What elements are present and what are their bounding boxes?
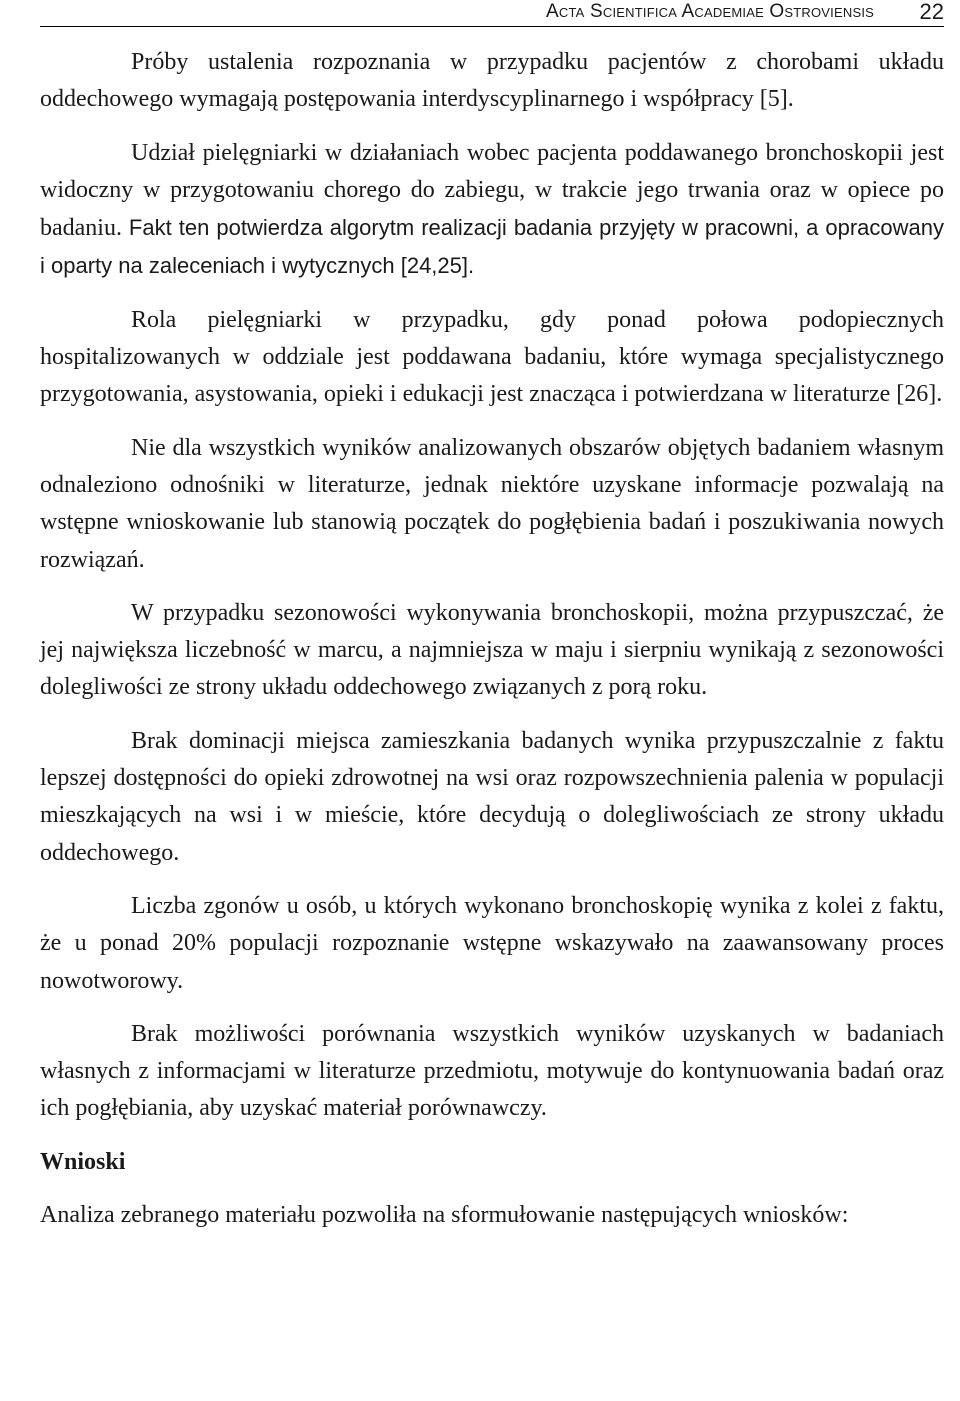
paragraph-nurse-role-text: Udział pielęgniarki w działaniach wobec pacjenta poddawanego bronchoskopii jest widoczny w przygotowaniu chorego do zabiegu, w trakcie jego trwania oraz w opiece po badaniu. xyxy=(40,139,944,242)
paragraph-conclusions-intro: Analiza zebranego materiału pozwoliła na sformułowanie następujących wniosków: xyxy=(40,1202,849,1229)
paragraph-interdisciplinary: Próby ustalenia rozpoznania w przypadku pacjentów z chorobami układu oddechowego wymagają postępowania interdyscyplinarnego i współpracy [5]. xyxy=(40,49,944,113)
paragraph-literature-references: Nie dla wszystkich wyników analizowanych obszarów objętych badaniem własnym odnaleziono odnośniki w literaturze, jednak niektóre uzyskane informacje pozwalają na wstępne wnioskowanie lub stanowią początek do pogłębienia badań i poszukiwania nowych rozwiązań. xyxy=(40,434,944,573)
page-body xyxy=(40,44,944,1234)
page-number: 22 xyxy=(919,0,944,24)
paragraph-residence: Brak dominacji miejsca zamieszkania badanych wynika przypuszczalnie z faktu lepszej dostępności do opieki zdrowotnej na wsi oraz rozpowszechnienia palenia w populacji mieszkających na wsi i w mieście, które decydują o dolegliwościach ze strony układu oddechowego. xyxy=(40,727,944,866)
paragraph-nurse-role-hospitalized: Rola pielęgniarki w przypadku, gdy ponad połowa podopiecznych hospitalizowanych w oddziale jest poddawana badaniu, które wymaga specjalistycznego przygotowania, asystowania, opieki i edukacji jest znacząca i potwierdzana w literaturze [26]. xyxy=(40,306,944,408)
paragraph-comparison: Brak możliwości porównania wszystkich wyników uzyskanych w badaniach własnych z informacjami w literaturze przedmiotu, motywuje do kontynuowania badań oraz ich pogłębiania, aby uzyskać materiał porównawczy. xyxy=(40,1020,944,1122)
journal-title: Acta Scientifica Academiae Ostroviensis xyxy=(546,1,874,22)
running-header xyxy=(40,0,944,27)
section-heading-conclusions: Wnioski xyxy=(40,1148,126,1175)
paragraph-algorithm-text: Fakt ten potwierdza algorytm realizacji badania przyjęty w pracowni, a opracowany i oparty na zaleceniach i wytycznych [24,25]. xyxy=(40,215,945,279)
paragraph-nurse-role-bronchoscopy xyxy=(40,135,944,286)
paragraph-mortality: Liczba zgonów u osób, u których wykonano bronchoskopię wynika z kolei z faktu, że u ponad 20% populacji rozpoznanie wstępne wskazywało na zaawansowany proces nowotworowy. xyxy=(40,892,944,994)
paragraph-seasonality: W przypadku sezonowości wykonywania bronchoskopii, można przypuszczać, że jej największa liczebność w marcu, a najmniejsza w maju i sierpniu wynikają z sezonowości dolegliwości ze strony układu oddechowego związanych z porą roku. xyxy=(40,599,944,701)
